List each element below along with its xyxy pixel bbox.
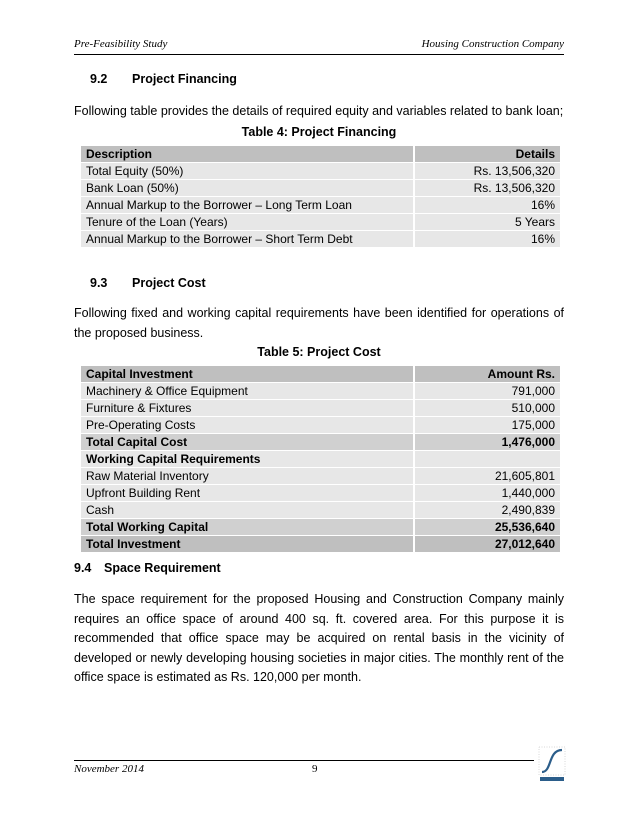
- col-header-amount: Amount Rs.: [415, 366, 560, 382]
- project-cost-table: [81, 365, 560, 553]
- working-capital-heading-row: [81, 451, 560, 467]
- section-number: 9.3: [90, 276, 108, 290]
- table-row: [81, 417, 560, 433]
- row-value: 510,000: [415, 400, 560, 416]
- table-header-row: [81, 366, 560, 382]
- table-row: [81, 383, 560, 399]
- section-title: Project Financing: [132, 72, 237, 86]
- row-value: 1,476,000: [415, 434, 560, 450]
- row-label: Bank Loan (50%): [81, 180, 413, 196]
- row-value: 175,000: [415, 417, 560, 433]
- row-label: Tenure of the Loan (Years): [81, 214, 413, 230]
- paragraph-financing-intro: Following table provides the details of required equity and variables related to bank loan;: [74, 104, 564, 118]
- row-value: 5 Years: [415, 214, 560, 230]
- table-row: [81, 180, 560, 196]
- row-label: Raw Material Inventory: [81, 468, 413, 484]
- table-row: [81, 468, 560, 484]
- paragraph-cost-intro: Following fixed and working capital requirements have been identified for operations of the proposed business.: [74, 306, 564, 340]
- paragraph-space-requirement: The space requirement for the proposed Housing and Construction Company mainly requires an office space of around 400 sq. ft. covered area. For this purpose it is recommended that office space may be acquired on rental basis in the vicinity of developed or newly developing housing societies in major cities. The monthly rent of the office space is estimated as Rs. 120,000 per month.: [74, 592, 564, 684]
- page-footer: [74, 760, 534, 777]
- row-label: Machinery & Office Equipment: [81, 383, 413, 399]
- header-left-text: Pre-Feasibility Study: [74, 38, 168, 50]
- row-label: Cash: [81, 502, 413, 518]
- header-right-text: Housing Construction Company: [421, 38, 564, 50]
- row-label: Total Working Capital: [81, 519, 413, 535]
- row-value: Rs. 13,506,320: [415, 163, 560, 179]
- page-number: 9: [312, 763, 318, 775]
- col-header-description: Description: [81, 146, 413, 162]
- table-row: [81, 163, 560, 179]
- row-label: Annual Markup to the Borrower – Short Term Debt: [81, 231, 413, 247]
- row-label: Furniture & Fixtures: [81, 400, 413, 416]
- row-value: Rs. 13,506,320: [415, 180, 560, 196]
- section-title: Space Requirement: [104, 561, 221, 575]
- row-label: Total Capital Cost: [81, 434, 413, 450]
- section-heading-9-3: [90, 276, 206, 290]
- project-financing-table: [81, 145, 560, 248]
- table-5-caption: Table 5: Project Cost: [257, 345, 381, 359]
- table-4-caption: Table 4: Project Financing: [241, 125, 397, 139]
- page-header: [74, 38, 564, 55]
- table-row: [81, 231, 560, 247]
- company-logo-icon: [538, 746, 566, 782]
- row-value: 25,536,640: [415, 519, 560, 535]
- total-working-capital-row: [81, 519, 560, 535]
- section-title: Project Cost: [132, 276, 206, 290]
- row-value: 16%: [415, 197, 560, 213]
- table-row: [81, 400, 560, 416]
- row-label: Annual Markup to the Borrower – Long Term Loan: [81, 197, 413, 213]
- col-header-capital-investment: Capital Investment: [81, 366, 413, 382]
- row-label: Total Investment: [81, 536, 413, 552]
- table-header-row: [81, 146, 560, 162]
- col-header-details: Details: [415, 146, 560, 162]
- table-row: [81, 197, 560, 213]
- row-value: 2,490,839: [415, 502, 560, 518]
- footer-date: November 2014: [74, 763, 144, 775]
- section-heading-9-2: [90, 72, 237, 86]
- row-value: 16%: [415, 231, 560, 247]
- row-label: Total Equity (50%): [81, 163, 413, 179]
- row-value: 21,605,801: [415, 468, 560, 484]
- section-heading-9-4: [74, 561, 221, 575]
- total-capital-row: [81, 434, 560, 450]
- row-value: 1,440,000: [415, 485, 560, 501]
- table-row: [81, 214, 560, 230]
- row-label: Upfront Building Rent: [81, 485, 413, 501]
- total-investment-row: [81, 536, 560, 552]
- row-label: Working Capital Requirements: [81, 451, 413, 467]
- section-number: 9.4: [74, 561, 92, 575]
- section-number: 9.2: [90, 72, 108, 86]
- row-label: Pre-Operating Costs: [81, 417, 413, 433]
- table-row: [81, 485, 560, 501]
- table-row: [81, 502, 560, 518]
- row-value: 791,000: [415, 383, 560, 399]
- row-value: 27,012,640: [415, 536, 560, 552]
